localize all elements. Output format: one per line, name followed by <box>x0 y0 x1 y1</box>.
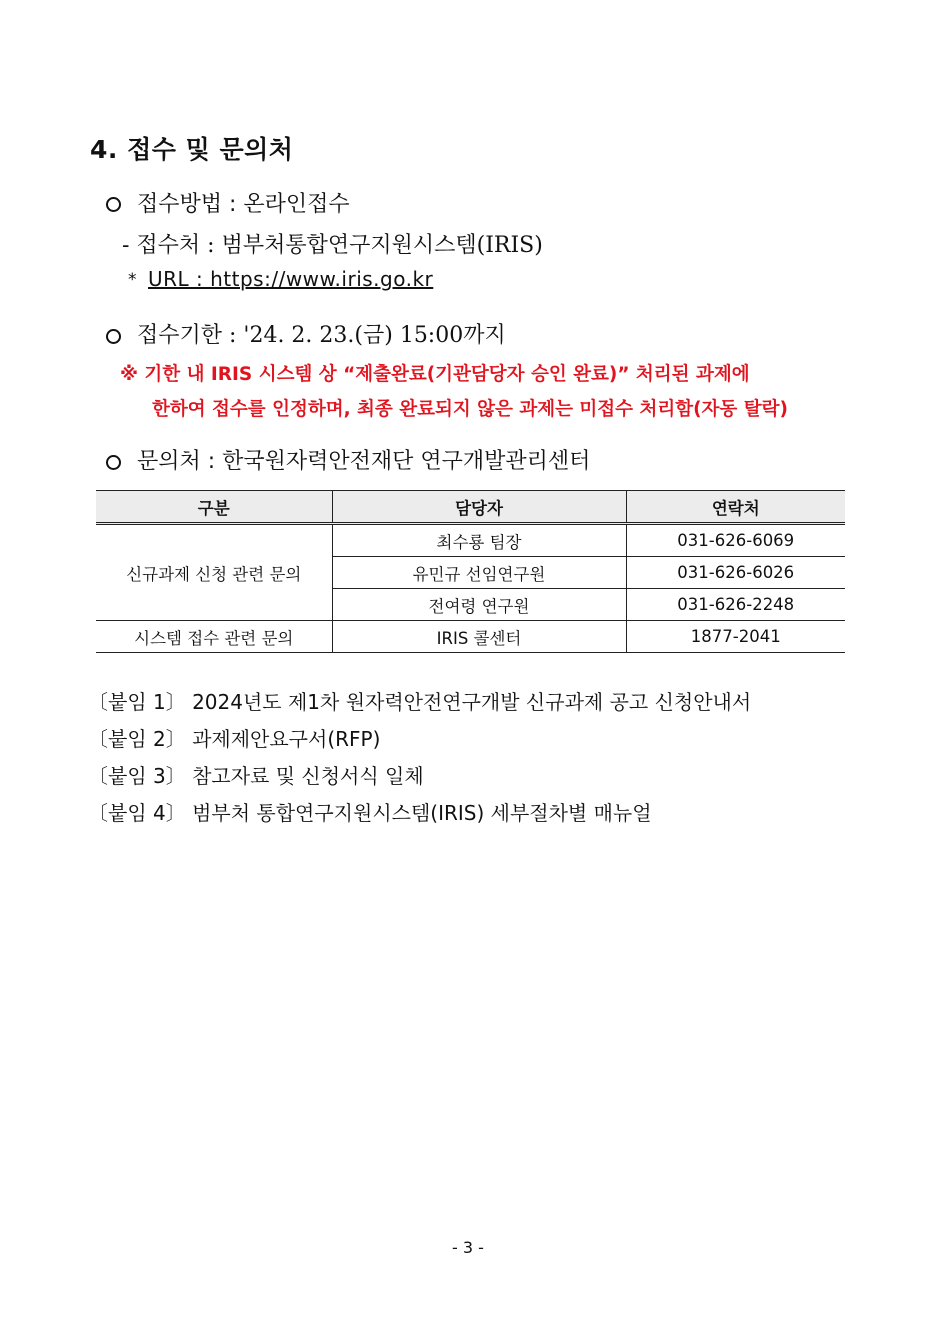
page-number: - 3 - <box>452 1238 484 1257</box>
table-row <box>96 524 845 557</box>
category-new-project: 신규과제 신청 관련 문의 <box>96 524 332 621</box>
person-cell: 전여령 연구원 <box>332 589 626 621</box>
attachment-1: 〔붙임 1〕 2024년도 제1차 원자력안전연구개발 신규과제 공고 신청안내서 <box>88 690 752 714</box>
circle-bullet-icon <box>106 455 121 470</box>
person-cell: IRIS 콜센터 <box>332 621 626 653</box>
person-cell: 최수룡 팀장 <box>332 524 626 557</box>
phone-cell: 031-626-6026 <box>626 557 845 589</box>
reception-method: 접수방법 : 온라인접수 <box>137 192 350 217</box>
deadline-notice-line-2: 한하여 접수를 인정하며, 최종 완료되지 않은 과제는 미접수 처리함(자동 탈락) <box>152 399 788 420</box>
deadline-text: 접수기한 : '24. 2. 23.(금) 15:00까지 <box>137 323 506 348</box>
circle-bullet-icon <box>106 329 121 344</box>
category-system: 시스템 접수 관련 문의 <box>96 621 332 653</box>
iris-url-link[interactable]: URL : https://www.iris.go.kr <box>148 267 434 291</box>
circle-bullet-icon <box>106 197 121 212</box>
section-title: 4. 접수 및 문의처 <box>90 135 294 164</box>
header-contact: 연락처 <box>626 491 845 524</box>
reception-place: - 접수처 : 범부처통합연구지원시스템(IRIS) <box>122 233 543 258</box>
inquiry-text: 문의처 : 한국원자력안전재단 연구개발관리센터 <box>137 449 591 474</box>
url-marker: * <box>128 270 137 290</box>
attachment-4: 〔붙임 4〕 범부처 통합연구지원시스템(IRIS) 세부절차별 매뉴얼 <box>88 801 652 825</box>
header-category: 구분 <box>96 491 332 524</box>
attachment-2: 〔붙임 2〕 과제제안요구서(RFP) <box>88 727 381 751</box>
header-person: 담당자 <box>332 491 626 524</box>
contact-table <box>96 490 845 653</box>
phone-cell: 031-626-2248 <box>626 589 845 621</box>
phone-cell: 031-626-6069 <box>626 524 845 557</box>
table-row <box>96 621 845 653</box>
attachment-3: 〔붙임 3〕 참고자료 및 신청서식 일체 <box>88 764 424 788</box>
person-cell: 유민규 선임연구원 <box>332 557 626 589</box>
table-header-row <box>96 491 845 524</box>
phone-cell: 1877-2041 <box>626 621 845 653</box>
deadline-notice-line-1: ※ 기한 내 IRIS 시스템 상 “제출완료(기관담당자 승인 완료)” 처리된 과제에 <box>120 364 750 385</box>
